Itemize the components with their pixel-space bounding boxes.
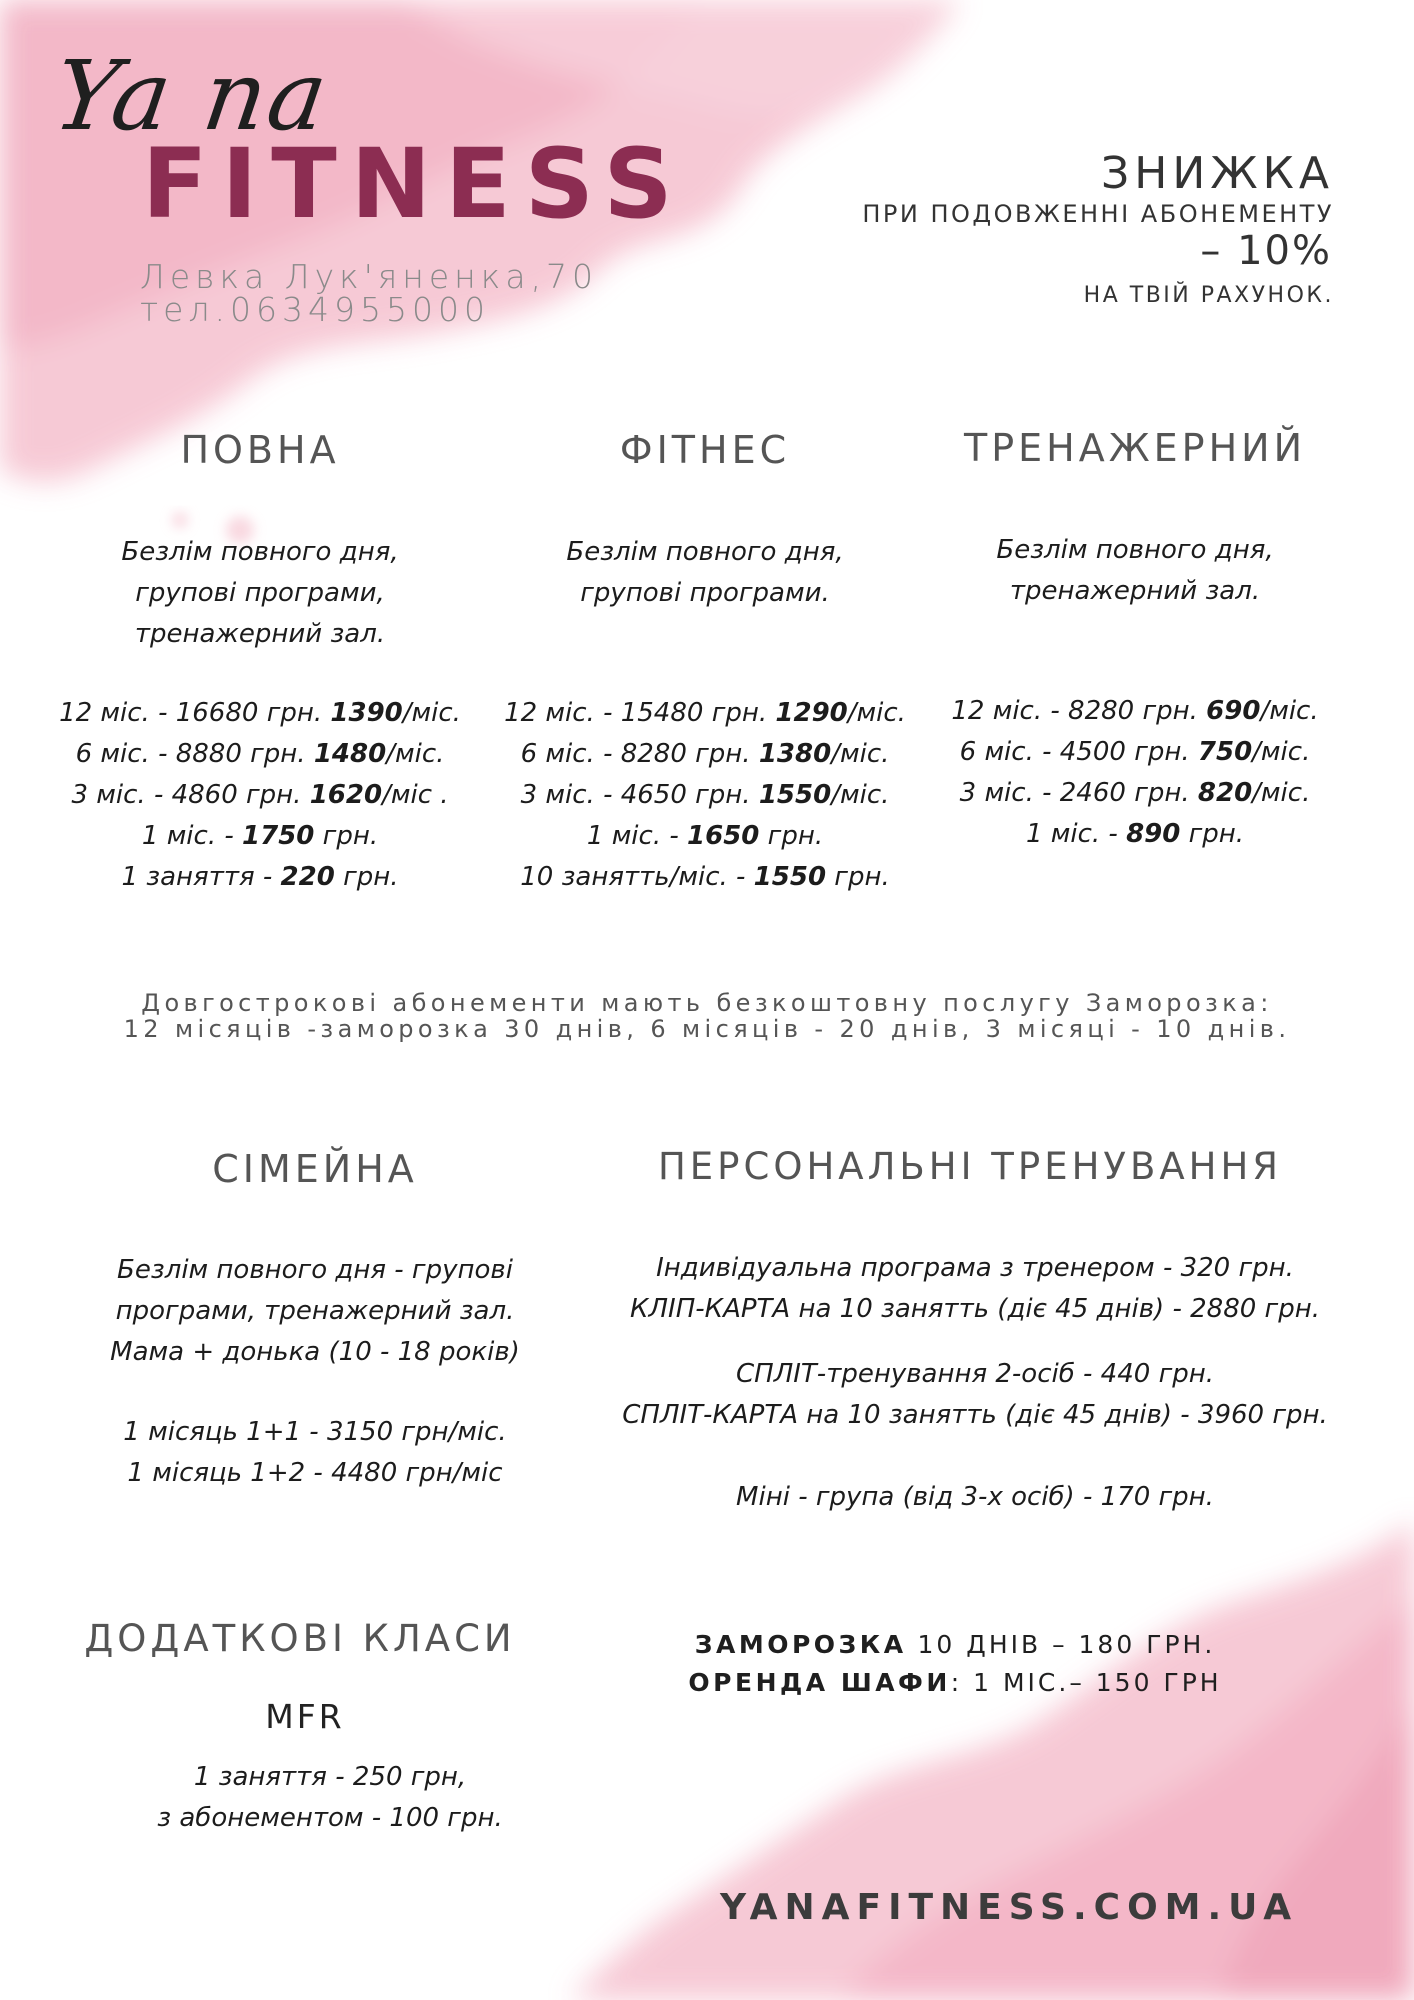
price-line: з абонементом - 100 грн.: [157, 1803, 503, 1833]
brand-script-logo: Ya na: [47, 40, 336, 152]
personal-title: ПЕРСОНАЛЬНІ ТРЕНУВАННЯ: [657, 1145, 1282, 1188]
address: Левка Лук'яненка,70: [140, 257, 599, 296]
price-line: 1 міс. - 890 грн.: [1025, 819, 1245, 849]
brand-logo: FITNESS: [142, 128, 687, 240]
extra-locker: ОРЕНДА ШАФИ: 1 МІС.– 150 ГРН: [688, 1668, 1222, 1697]
phone: тел.0634955000: [140, 290, 490, 329]
plan-title-fitness: ФІТНЕС: [619, 428, 791, 472]
plan-desc-full: Безлім повного дня, групові програми, тренажерний зал.: [121, 537, 399, 649]
price-line: 1 місяць 1+1 - 3150 грн/міс.: [123, 1417, 507, 1447]
price-line: 1 міс. - 1750 грн.: [141, 821, 379, 851]
extras-block: [660, 1626, 1250, 1702]
plan-desc-fitness: Безлім повного дня, групові програми.: [566, 537, 844, 608]
price-line: 3 міс. - 4860 грн. 1620/міс .: [71, 780, 449, 810]
price-line: Індивідуальна програма з тренером - 320 грн.: [656, 1253, 1294, 1283]
price-line: 1 заняття - 250 грн,: [193, 1762, 467, 1792]
website-link[interactable]: YANAFITNESS.COM.UA: [720, 1887, 1299, 1928]
price-line: КЛІП-КАРТА на 10 занятть (діє 45 днів) - 2880 грн.: [630, 1294, 1320, 1324]
price-line: 12 міс. - 16680 грн. 1390/міс.: [59, 698, 461, 728]
price-line: 1 міс. - 1650 грн.: [586, 821, 824, 851]
plan-prices-fitness: [480, 693, 930, 898]
extra-freeze: ЗАМОРОЗКА 10 ДНІВ – 180 ГРН.: [694, 1630, 1216, 1659]
plan-title-full: ПОВНА: [180, 428, 340, 472]
freeze-note: Довгострокові абонементи мають безкоштовну послугу Заморозка: 12 місяців -заморозка 30 днів, 6 місяців - 20 днів, 3 місяці - 10 днів.: [123, 989, 1291, 1043]
price-line: Міні - група (від 3-х осіб) - 170 грн.: [736, 1482, 1214, 1512]
family-desc: Безлім повного дня - групові програми, тренажерний зал. Мама + донька (10 - 18 років): [110, 1255, 520, 1367]
extra-class-prices: [80, 1757, 580, 1839]
plan-prices-gym: [920, 691, 1350, 855]
price-line: 1 заняття - 220 грн.: [121, 862, 399, 892]
plan-prices-full: [40, 693, 480, 898]
price-line: СПЛІТ-тренування 2-осіб - 440 грн.: [736, 1359, 1214, 1389]
price-line: 3 міс. - 4650 грн. 1550/міс.: [520, 780, 890, 810]
family-title: СІМЕЙНА: [212, 1147, 418, 1191]
price-line: 1 місяць 1+2 - 4480 грн/міс: [127, 1458, 503, 1488]
extra-class-name: MFR: [265, 1697, 345, 1736]
price-line: 10 занятть/міс. - 1550 грн.: [520, 862, 890, 892]
extra-classes-title: ДОДАТКОВІ КЛАСИ: [84, 1617, 516, 1660]
personal-lines-3: [560, 1477, 1390, 1518]
price-line: 6 міс. - 4500 грн. 750/міс.: [959, 737, 1311, 767]
price-line: 12 міс. - 15480 грн. 1290/міс.: [504, 698, 906, 728]
price-line: 6 міс. - 8280 грн. 1380/міс.: [520, 739, 890, 769]
personal-lines-2: [560, 1354, 1390, 1436]
promo-line2: НА ТВІЙ РАХУНОК.: [1083, 283, 1334, 308]
price-line: 3 міс. - 2460 грн. 820/міс.: [959, 778, 1311, 808]
family-prices: [80, 1412, 550, 1494]
promo-value: – 10%: [1200, 228, 1332, 274]
plan-title-gym: ТРЕНАЖЕРНИЙ: [964, 426, 1306, 470]
promo-line1: ПРИ ПОДОВЖЕННІ АБОНЕМЕНТУ: [862, 200, 1334, 228]
promo-title: ЗНИЖКА: [1101, 148, 1334, 199]
personal-lines-1: [560, 1248, 1390, 1330]
plan-desc-gym: Безлім повного дня, тренажерний зал.: [996, 535, 1274, 606]
price-line: 12 міс. - 8280 грн. 690/міс.: [951, 696, 1319, 726]
price-line: 6 міс. - 8880 грн. 1480/міс.: [75, 739, 445, 769]
price-line: СПЛІТ-КАРТА на 10 занятть (діє 45 днів) - 3960 грн.: [622, 1400, 1328, 1430]
